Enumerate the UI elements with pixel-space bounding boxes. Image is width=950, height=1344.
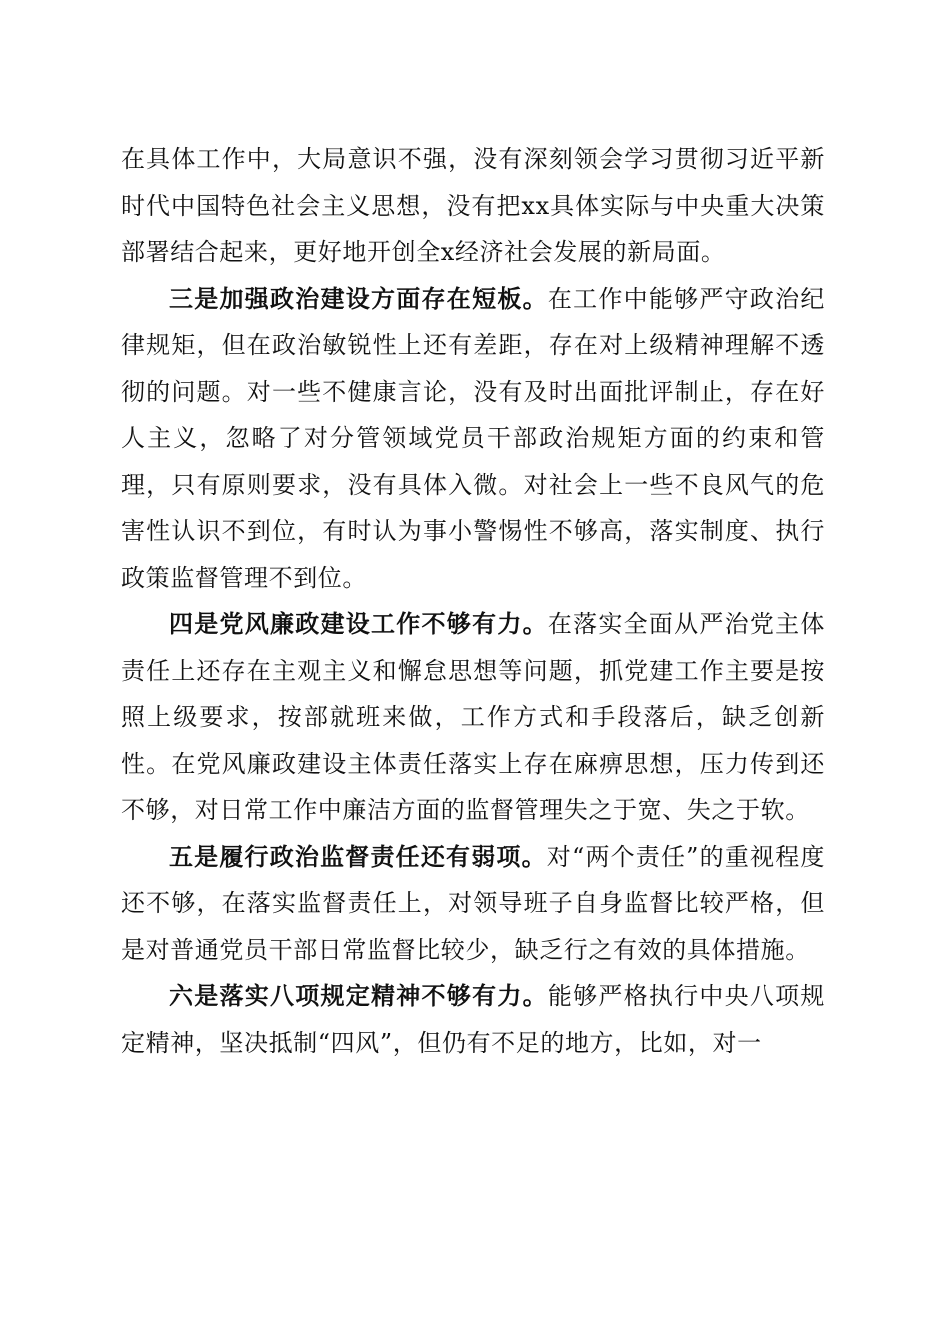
document-page	[121, 136, 825, 1066]
paragraph-body: 对“两个责任”的重视程度还不够，在落实监督责任上，对领导班子自身监督比较严格，但是对普通党员干部日常监督比较少，缺乏行之有效的具体措施。	[121, 842, 825, 964]
paragraph-political-construction	[121, 276, 825, 602]
paragraph-heading: 四是党风廉政建设工作不够有力。	[169, 609, 548, 638]
paragraph-heading: 六是落实八项规定精神不够有力。	[169, 981, 548, 1010]
paragraph-heading: 三是加强政治建设方面存在短板。	[169, 283, 548, 313]
paragraph-body: 在落实全面从严治党主体责任上还存在主观主义和懈怠思想等问题，抓党建工作主要是按照上级要求，按部就班来做，工作方式和手段落后，缺乏创新性。在党风廉政建设主体责任落实上存在麻痹思想，压力传到还不够，对日常工作中廉洁方面的监督管理失之于宽、失之于软。	[121, 610, 825, 824]
paragraph-body: 在具体工作中，大局意识不强，没有深刻领会学习贯彻习近平新时代中国特色社会主义思想，没有把xx具体实际与中央重大决策部署结合起来，更好地开创全x经济社会发展的新局面。	[121, 145, 825, 266]
paragraph-continuation	[121, 136, 825, 276]
paragraph-heading: 五是履行政治监督责任还有弱项。	[169, 841, 547, 871]
paragraph-body: 在工作中能够严守政治纪律规矩，但在政治敏锐性上还有差距，存在对上级精神理解不透彻的问题。对一些不健康言论，没有及时出面批评制止，存在好人主义，忽略了对分管领域党员干部政治规矩方面的约束和管理，只有原则要求，没有具体入微。对社会上一些不良风气的危害性认识不到位，有时认为事小警惕性不够高，落实制度、执行政策监督管理不到位。	[121, 284, 825, 592]
paragraph-eight-rules	[121, 973, 825, 1066]
paragraph-party-conduct	[121, 601, 825, 834]
paragraph-political-supervision	[121, 834, 825, 974]
paragraph-body: 能够严格执行中央八项规定精神，坚决抵制“四风”，但仍有不足的地方，比如，对一	[121, 982, 825, 1057]
